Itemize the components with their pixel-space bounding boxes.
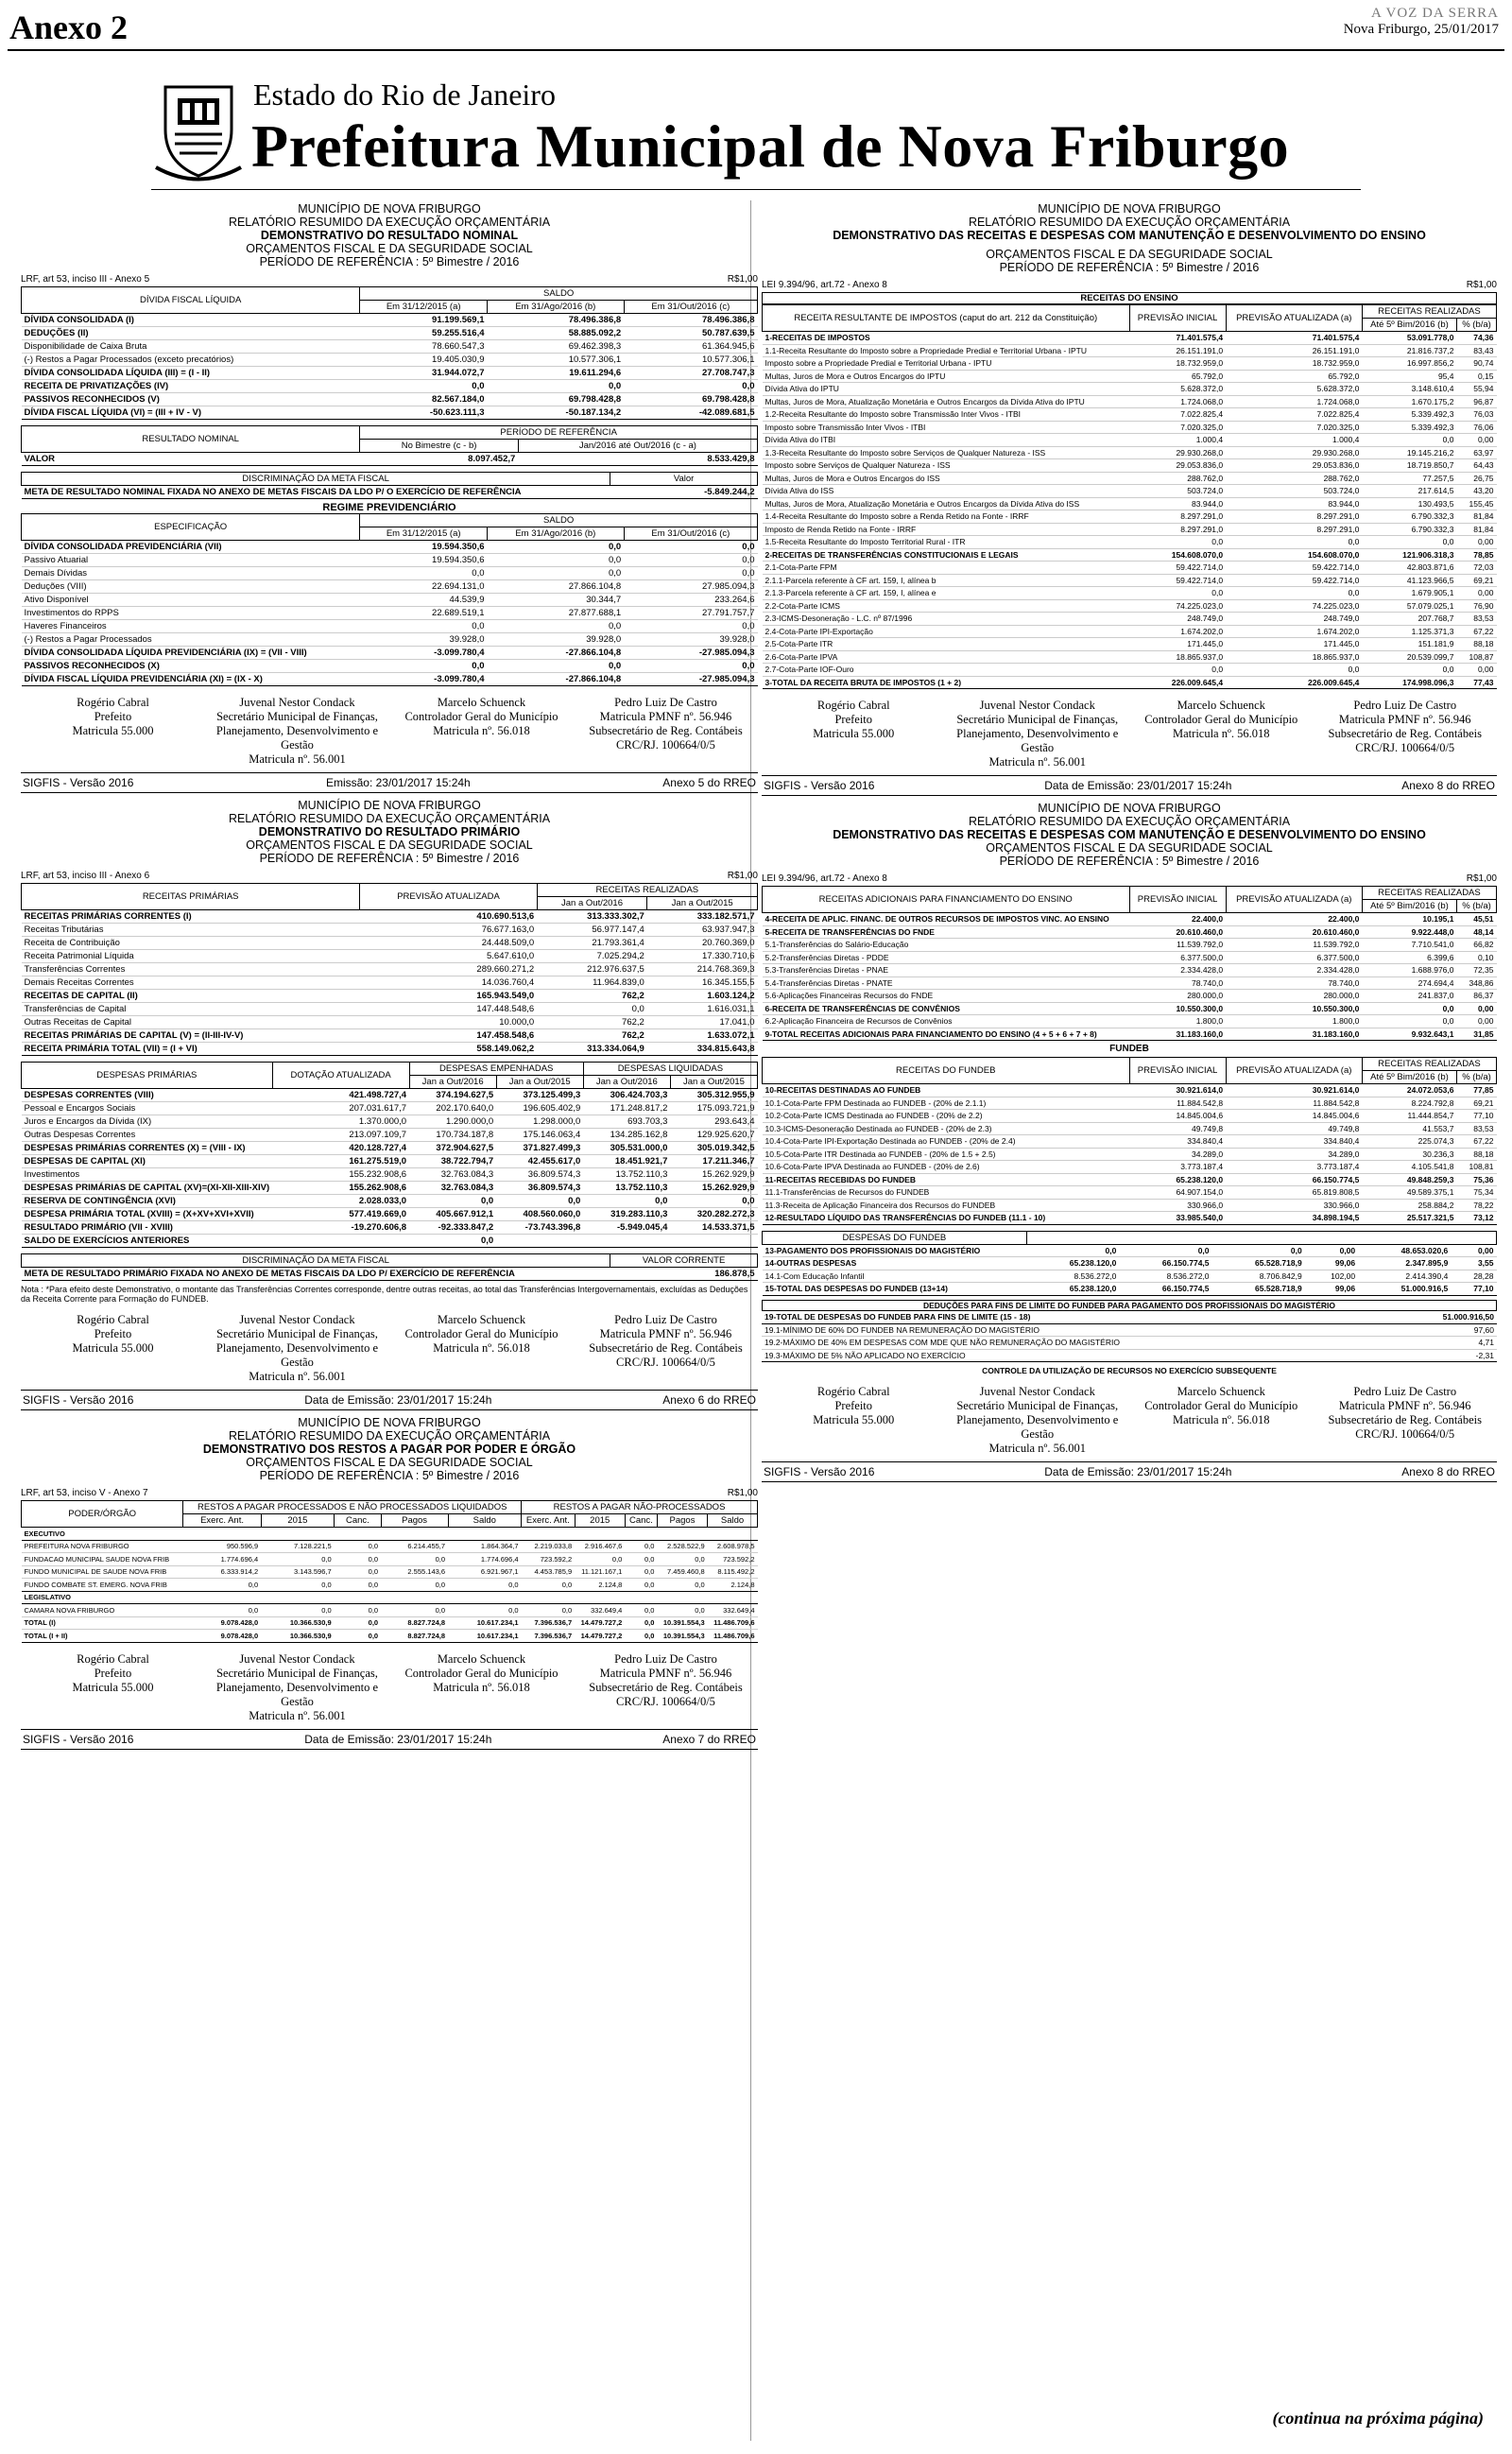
table-row: RESERVA DE CONTINGÊNCIA (XVI) 2.028.033,0 0,0 0,0 0,0 0,0 [22, 1195, 758, 1208]
report-heading: MUNICÍPIO DE NOVA FRIBURGO RELATÓRIO RESUMIDO DA EXECUÇÃO ORÇAMENTÁRIA DEMONSTRATIVO DO RESULTADO PRIMÁRIO ORÇAMENTOS FISCAL E DA SEGURIDADE SOCIAL PERÍODO DE REFERÊNCIA : 5º Bimestre / 2016 [21, 799, 758, 865]
left-column [21, 202, 758, 1755]
coat-of-arms-icon [151, 78, 246, 183]
table-row: Imposto sobre Serviços de Qualquer Natureza - ISS 29.053.836,0 29.053.836,0 18.719.850,7 64,43 [763, 459, 1497, 473]
table-row: Multas, Juros de Mora e Outros Encargos do ISS 288.762,0 288.762,0 77.257,5 26,75 [763, 472, 1497, 485]
table-row: 2.4-Cota-Parte IPI-Exportação 1.674.202,0 1.674.202,0 1.125.371,3 67,22 [763, 625, 1497, 638]
report-title: DEMONSTRATIVO DO RESULTADO PRIMÁRIO [258, 825, 521, 838]
report-title: DEMONSTRATIVO DOS RESTOS A PAGAR POR PODER E ÓRGÃO [202, 1443, 576, 1456]
table-row: 5.1-Transferências do Salário-Educação 11.539.792,0 11.539.792,0 7.710.541,0 66,82 [763, 939, 1497, 952]
table-row: 14.1-Com Educação Infantil 8.536.272,0 8.536.272,0 8.706.842,9 102,00 2.414.390,4 28,28 [763, 1270, 1497, 1283]
table-row: DÍVIDA FISCAL LÍQUIDA (VI) = (III + IV - V) -50.623.111,3 -50.187.134,2 -42.089.681,5 [22, 406, 758, 420]
report-meta [21, 274, 758, 285]
table-row: Dívida Ativa do IPTU 5.628.372,0 5.628.372,0 3.148.610,4 55,94 [763, 383, 1497, 396]
signature: Rogério Cabral Prefeito Matricula 55.000 [813, 699, 895, 740]
table-row: 10.4-Cota-Parte IPI-Exportação Destinada ao FUNDEB - (20% de 2.4) 334.840,4 334.840,4 225.074,3 67,22 [763, 1135, 1497, 1149]
section-row: EXECUTIVO [22, 1528, 758, 1541]
additional-revenue-table: RECEITAS ADICIONAIS PARA FINANCIAMENTO DO ENSINO PREVISÃO INICIAL PREVISÃO ATUALIZADA (a) RECEITAS REALIZADAS Até 5º Bim/2016 (b) % (b/a) 4-RECEITA DE APLIC. FINANC. DE OUTROS RECURSOS DE IMPOSTOS VINC. AO ENSINO 22.400,0 22.400,0 10.195,1 45,51 5-RECEITA DE TRANSFERÊNCIAS DO FNDE 20.610.460,0 20.610.460,0 9.922.448,0 48,14 5.1-Transferências do Salário-Educação 11.539.792,0 11.539.792,0 7.710.541,0 66,82 5.2-Transferências Diretas - PDDE 6.377.500,0 6.377.500,0 6.399,6 0,10 5.3-Transferências Diretas - PNAE 2.334.428,0 2.334.428,0 1.688.976,0 72,35 5.4-Transferências Diretas - PNATE 78.740,0 78.740,0 274.694,4 348,86 5.6-Aplicações Financeiras Recursos do FNDE 280.000,0 280.000,0 241.837,0 86,37 6-RECEITA DE TRANSFERÊNCIAS DE CONVÊNIOS 10.550.300,0 10.550.300,0 0,0 0,00 6.2-Aplicação Financeira de Recursos de Convênios 1.800,0 1.800,0 0,0 0,00 9-TOTAL RECEITAS ADICIONAIS PARA FINANCIAMENTO DO ENSINO (4 + 5 + 6 + 7 + 8) 31.183.160,0 31.183.160,0 9.932.643,1 31,85 [762, 886, 1497, 1041]
table-row: 5.4-Transferências Diretas - PNATE 78.740,0 78.740,0 274.694,4 348,86 [763, 976, 1497, 990]
table-row: 2.7-Cota-Parte IOF-Ouro 0,0 0,0 0,0 0,00 [763, 664, 1497, 677]
table-row: 4-RECEITA DE APLIC. FINANC. DE OUTROS RECURSOS DE IMPOSTOS VINC. AO ENSINO 22.400,0 22.400,0 10.195,1 45,51 [763, 913, 1497, 926]
table-row: 1.3-Receita Resultante do Imposto sobre Serviços de Qualquer Natureza - ISS 29.930.268,0 29.930.268,0 19.145.216,2 63,97 [763, 446, 1497, 459]
primary-expense-table: DESPESAS PRIMÁRIAS DOTAÇÃO ATUALIZADA DESPESAS EMPENHADAS DESPESAS LIQUIDADAS Jan a Out/2016 Jan a Out/2015 Jan a Out/2016 Jan a Out/2015 DESPESAS CORRENTES (VIII) 421.498.727,4 374.194.627,5 373.125.499,3 306.424.703,3 305.312.955,9 Pessoal e Encargos Sociais 207.031.617,7 202.170.640,0 196.605.402,9 171.248.817,2 175.093.721,9 Juros e Encargos da Dívida (IX) 1.370.000,0 1.290.000,0 1.298.000,0 693.703,3 293.643,4 Outras Despesas Correntes 213.097.109,7 170.734.187,8 175.146.063,4 134.285.162,8 129.925.620,7 DESPESAS PRIMÁRIAS CORRENTES (X) = (VIII - IX) 420.128.727,4 372.904.627,5 371.827.499,3 305.531.000,0 305.019.342,5 DESPESAS DE CAPITAL (XI) 161.275.519,0 38.722.794,7 42.455.617,0 18.451.921,7 17.211.346,7 Investimentos 155.232.908,6 32.763.084,3 36.809.574,3 13.752.110,3 15.262.929,9 DESPESAS PRIMÁRIAS DE CAPITAL (XV)=(XI-XII-XIII-XIV) 155.262.908,6 32.763.084,3 36.809.574,3 13.752.110,3 15.262.929,9 RESERVA DE CONTINGÊNCIA (XVI) 2.028.033,0 0,0 0,0 0,0 0,0 DESPESA PRIMÁRIA TOTAL (XVIII) = (X+XV+XVI+XVII) 577.419.669,0 405.667.912,1 408.560.060,0 319.283.110,3 320.282.272,3 RESULTADO PRIMÁRIO (VII - XVIII) -19.270.606,8 -92.333.847,2 -73.743.396,8 -5.949.045,4 14.533.371,5 SALDO DE EXERCÍCIOS ANTERIORES 0,0 [21, 1062, 758, 1248]
signature-block [21, 1652, 758, 1723]
table-row: META DE RESULTADO PRIMÁRIO FIXADA NO ANEXO DE METAS FISCAIS DA LDO P/ EXERCÍCIO DE REFERÊNCIA 186.878,5 [22, 1268, 758, 1281]
report-anexo-8-receitas [762, 202, 1497, 796]
report-title: DEMONSTRATIVO DAS RECEITAS E DESPESAS COM MANUTENÇÃO E DESENVOLVIMENTO DO ENSINO [833, 828, 1426, 841]
col-header: Canc. [335, 1514, 381, 1528]
nominal-result-table [21, 425, 758, 466]
table-row: FUNDO MUNICIPAL DE SAUDE NOVA FRIB 6.333.914,2 3.143.596,7 0,0 2.555.143,6 6.921.967,1 4.453.785,9 11.121.167,1 0,0 7.459.460,8 8.115.492,2 [22, 1565, 758, 1579]
signature: Juvenal Nestor Condack Secretário Municipal de Finanças, Planejamento, Desenvolvimento e Gestão Matricula nº. 56.001 [215, 696, 379, 766]
col-header: PREVISÃO ATUALIZADA [360, 884, 537, 910]
table-row: Multas, Juros de Mora, Atualização Monetária e Outros Encargos da Dívida Ativa do ISS 83.944,0 83.944,0 130.493,5 155,45 [763, 497, 1497, 510]
table-row: 2.1-Cota-Parte FPM 59.422.714,0 59.422.714,0 42.803.871,6 72,03 [763, 562, 1497, 575]
table-row: 2.6-Cota-Parte IPVA 18.865.937,0 18.865.937,0 20.539.099,7 108,87 [763, 650, 1497, 664]
table-row: 2.1.1-Parcela referente à CF art. 159, I, alínea b 59.422.714,0 59.422.714,0 41.123.966,5 69,21 [763, 574, 1497, 587]
masthead [1344, 6, 1499, 38]
signature: Pedro Luiz De Castro Matricula PMNF nº. 56.946 Subsecretário de Reg. Contábeis CRC/RJ. 100664/0/5 [589, 1651, 743, 1708]
budget-scope: ORÇAMENTOS FISCAL E DA SEGURIDADE SOCIAL [246, 242, 533, 255]
col-header: Em 31/12/2015 (a) [360, 527, 488, 541]
fundeb-limit-table [762, 1311, 1497, 1363]
signature: Rogério Cabral Prefeito Matricula 55.000 [72, 1313, 154, 1355]
col-header: PERÍODO DE REFERÊNCIA [360, 426, 758, 440]
report-footer: SIGFIS - Versão 2016 Emissão: 23/01/2017 15:24h Anexo 5 do RREO [21, 772, 758, 793]
col-header: DISCRIMINAÇÃO DA META FISCAL [22, 473, 610, 486]
col-header: 2015 [575, 1514, 625, 1528]
signature: Rogério Cabral Prefeito Matricula 55.000 [813, 1385, 895, 1426]
table-row: 2.3-ICMS-Desoneração - L.C. nº 87/1996 248.749,0 248.749,0 207.768,7 83,53 [763, 613, 1497, 626]
table-row: 10.5-Cota-Parte ITR Destinada ao FUNDEB - (20% de 1.5 + 2.5) 34.289,0 34.289,0 30.236,3 88,18 [763, 1148, 1497, 1161]
table-row: RECEITA PRIMÁRIA TOTAL (VII) = (I + VI) 558.149.062,2 313.334.064,9 334.815.643,8 [22, 1043, 758, 1056]
table-row: Multas, Juros de Mora e Outros Encargos do IPTU 65.792,0 65.792,0 95,4 0,15 [763, 370, 1497, 383]
col-header: RESTOS A PAGAR PROCESSADOS E NÃO PROCESSADOS LIQUIDADOS [183, 1501, 522, 1514]
table-row: Juros e Encargos da Dívida (IX) 1.370.000,0 1.290.000,0 1.298.000,0 693.703,3 293.643,4 [22, 1115, 758, 1129]
table-row: DEDUÇÕES (II) 59.255.516,4 58.885.092,2 50.787.639,5 [22, 327, 758, 340]
col-header: Jan a Out/2016 [537, 897, 647, 910]
col-header: DÍVIDA FISCAL LÍQUIDA [22, 287, 360, 314]
table-row: RECEITAS PRIMÁRIAS DE CAPITAL (V) = (II-III-IV-V) 147.458.548,6 762,2 1.633.072,1 [22, 1029, 758, 1043]
signature: Juvenal Nestor Condack Secretário Municipal de Finanças, Planejamento, Desenvolvimento e Gestão Matricula nº. 56.001 [215, 1651, 379, 1722]
table-row: Demais Receitas Correntes 14.036.760,4 11.964.839,0 16.345.155,5 [22, 976, 758, 990]
signature-block [21, 1313, 758, 1384]
table-row: DESPESA PRIMÁRIA TOTAL (XVIII) = (X+XV+XVI+XVII) 577.419.669,0 405.667.912,1 408.560.060,0 319.283.110,3 320.282.272,3 [22, 1208, 758, 1221]
table-row: PREFEITURA NOVA FRIBURGO 950.596,9 7.128.221,5 0,0 6.214.455,7 1.864.364,7 2.219.033,8 2.916.467,6 0,0 2.528.522,9 2.608.978,5 [22, 1540, 758, 1553]
legal-basis: LRF, art 53, inciso III - Anexo 5 [21, 274, 150, 285]
col-header: Jan/2016 até Out/2016 (c - a) [518, 440, 757, 453]
table-row: 14-OUTRAS DESPESAS 65.238.120,0 66.150.774,5 65.528.718,9 99,06 2.347.895,9 3,55 [763, 1257, 1497, 1270]
table-row: 2-RECEITAS DE TRANSFERÊNCIAS CONSTITUCIONAIS E LEGAIS 154.608.070,0 154.608.070,0 121.906.318,3 78,85 [763, 548, 1497, 562]
col-header: No Bimestre (c - b) [360, 440, 518, 453]
report-anexo-6 [21, 799, 758, 1410]
col-header: Saldo [448, 1514, 521, 1528]
col-header: Em 31/Out/2016 (c) [624, 301, 757, 314]
col-header: DOTAÇÃO ATUALIZADA [272, 1063, 409, 1089]
report-footer: SIGFIS - Versão 2016 Data de Emissão: 23/01/2017 15:24h Anexo 6 do RREO [21, 1390, 758, 1410]
table-row: 10.6-Cota-Parte IPVA Destinada ao FUNDEB - (20% de 2.6) 3.773.187,4 3.773.187,4 4.105.541,8 108,81 [763, 1161, 1497, 1174]
table-row: Multas, Juros de Mora, Atualização Monetária e Outros Encargos da Dívida Ativa do IPTU 1.724.068,0 1.724.068,0 1.670.175,2 96,87 [763, 395, 1497, 408]
table-row: SALDO DE EXERCÍCIOS ANTERIORES 0,0 [22, 1235, 758, 1248]
col-header: Saldo [708, 1514, 758, 1528]
col-header: DESPESAS PRIMÁRIAS [22, 1063, 273, 1089]
continued-note: (continua na próxima página) [1272, 2409, 1484, 2428]
table-row: DÍVIDA CONSOLIDADA LÍQUIDA PREVIDENCIÁRIA (IX) = (VII - VIII) -3.099.780,4 -27.866.104,8 -27.985.094,3 [22, 647, 758, 660]
table-row: TOTAL (I + II) 9.078.428,0 10.366.530,9 0,0 8.827.724,8 10.617.234,1 7.396.536,7 14.479.727,2 0,0 10.391.554,3 11.486.709,6 [22, 1630, 758, 1643]
table-row: Imposto sobre Transmissão Inter Vivos - ITBI 7.020.325,0 7.020.325,0 5.339.492,3 76,06 [763, 421, 1497, 434]
table-row: RECEITAS DE CAPITAL (II) 165.943.549,0 762,2 1.603.124,2 [22, 990, 758, 1003]
table-row: 5.6-Aplicações Financeiras Recursos do FNDE 280.000,0 280.000,0 241.837,0 86,37 [763, 990, 1497, 1003]
signature: Pedro Luiz De Castro Matricula PMNF nº. 56.946 Subsecretário de Reg. Contábeis CRC/RJ. 100664/0/5 [589, 696, 743, 752]
table-row: Ativo Disponível 44.539,9 30.344,7 233.264,6 [22, 594, 758, 607]
col-header: RECEITAS ADICIONAIS PARA FINANCIAMENTO DO ENSINO [763, 887, 1130, 913]
report-anexo-7 [21, 1416, 758, 1750]
table-row: Imposto de Renda Retido na Fonte - IRRF 8.297.291,0 8.297.291,0 6.790.332,3 81,84 [763, 523, 1497, 536]
table-row: 1.5-Receita Resultante do Imposto Territorial Rural - ITR 0,0 0,0 0,0 0,00 [763, 536, 1497, 549]
table-row: DESPESAS CORRENTES (VIII) 421.498.727,4 374.194.627,5 373.125.499,3 306.424.703,3 305.312.955,9 [22, 1089, 758, 1102]
signature: Rogério Cabral Prefeito Matricula 55.000 [72, 1651, 154, 1694]
section-title: DEDUÇÕES PARA FINS DE LIMITE DO FUNDEB PARA PAGAMENTO DOS PROFISSIONAIS DO MAGISTÉRIO [762, 1300, 1497, 1311]
table-row: 5-RECEITA DE TRANSFERÊNCIAS DO FNDE 20.610.460,0 20.610.460,0 9.922.448,0 48,14 [763, 925, 1497, 939]
signature: Pedro Luiz De Castro Matricula PMNF nº. 56.946 Subsecretário de Reg. Contábeis CRC/RJ. 100664/0/5 [1328, 1385, 1482, 1441]
report-meta: LRF, art 53, inciso V - Anexo 7 R$1,00 [21, 1488, 758, 1498]
table-row: 6.2-Aplicação Financeira de Recursos de Convênios 1.800,0 1.800,0 0,0 0,00 [763, 1015, 1497, 1028]
section-title: REGIME PREVIDENCIÁRIO [322, 502, 456, 513]
table-row: Haveres Financeiros 0,0 0,0 0,0 [22, 620, 758, 633]
col-header: SALDO [360, 514, 758, 527]
table-row: DÍVIDA CONSOLIDADA (I) 91.199.569,1 78.496.386,8 78.496.386,8 [22, 314, 758, 327]
report-meta: LEI 9.394/96, art.72 - Anexo 8 R$1,00 [762, 873, 1497, 884]
report-title: DEMONSTRATIVO DAS RECEITAS E DESPESAS COM MANUTENÇÃO E DESENVOLVIMENTO DO ENSINO [833, 229, 1426, 242]
col-header: Pagos [657, 1514, 707, 1528]
table-row: (-) Restos a Pagar Processados (exceto precatórios) 19.405.030,9 10.577.306,1 10.577.306,1 [22, 354, 758, 367]
table-row: 9-TOTAL RECEITAS ADICIONAIS PARA FINANCIAMENTO DO ENSINO (4 + 5 + 6 + 7 + 8) 31.183.160,0 31.183.160,0 9.932.643,1 31,85 [763, 1028, 1497, 1041]
report-meta: LEI 9.394/96, art.72 - Anexo 8 R$1,00 [762, 280, 1497, 290]
debt-table [21, 286, 758, 420]
state-name: Estado do Rio de Janeiro [253, 78, 556, 112]
fundeb-revenue-table: RECEITAS DO FUNDEB PREVISÃO INICIAL PREVISÃO ATUALIZADA (a) RECEITAS REALIZADAS Até 5º Bim/2016 (b) % (b/a) 10-RECEITAS DESTINADAS AO FUNDEB 30.921.614,0 30.921.614,0 24.072.053,6 77,85 10.1-Cota-Parte FPM Destinada ao FUNDEB - (20% de 2.1.1) 11.884.542,8 11.884.542,8 8.224.792,8 69,21 10.2-Cota-Parte ICMS Destinada ao FUNDEB - (20% de 2.2) 14.845.004,6 14.845.004,6 11.444.854,7 77,10 10.3-ICMS-Desoneração Destinada ao FUNDEB - (20% de 2.3) 49.749,8 49.749,8 41.553,7 83,53 10.4-Cota-Parte IPI-Exportação Destinada ao FUNDEB - (20% de 2.4) 334.840,4 334.840,4 225.074,3 67,22 10.5-Cota-Parte ITR Destinada ao FUNDEB - (20% de 1.5 + 2.5) 34.289,0 34.289,0 30.236,3 88,18 10.6-Cota-Parte IPVA Destinada ao FUNDEB - (20% de 2.6) 3.773.187,4 3.773.187,4 4.105.541,8 108,81 11-RECEITAS RECEBIDAS DO FUNDEB 65.238.120,0 66.150.774,5 49.848.259,3 75,36 11.1-Transferências de Recursos do FUNDEB 64.907.154,0 65.819.808,5 49.589.375,1 75,34 11.3-Receita de Aplicação Financeira dos Recursos do FUNDEB 330.966,0 330.966,0 258.884,2 78,22 12-RESULTADO LÍQUIDO DAS TRANSFERÊNCIAS DO FUNDEB (11.1 - 10) 33.985.540,0 34.898.194,5 25.517.321,5 73,12 [762, 1057, 1497, 1225]
signature-block [21, 696, 758, 767]
table-row: 6-RECEITA DE TRANSFERÊNCIAS DE CONVÊNIOS 10.550.300,0 10.550.300,0 0,0 0,00 [763, 1002, 1497, 1015]
table-row: DÍVIDA CONSOLIDADA PREVIDENCIÁRIA (VII) 19.594.350,6 0,0 0,0 [22, 541, 758, 554]
table-row: Transferências Correntes 289.660.271,2 212.976.637,5 214.768.369,3 [22, 963, 758, 976]
col-header: Valor [610, 473, 758, 486]
table-row: 11-RECEITAS RECEBIDAS DO FUNDEB 65.238.120,0 66.150.774,5 49.848.259,3 75,36 [763, 1173, 1497, 1186]
table-row: 19.1-MÍNIMO DE 60% DO FUNDEB NA REMUNERAÇÃO DO MAGISTÉRIO 97,60 [762, 1323, 1497, 1337]
signature: Marcelo Schuenck Controlador Geral do Município Matricula nº. 56.018 [1144, 1385, 1298, 1426]
footnote: Nota : *Para efeito deste Demonstrativo, o montante das Transferências Correntes corresponde, dentre outras receitas, ao total das Transferências Intergovernamentais, excluídas as Deduções da Receita Corrente para Formação do FUNDEB. [21, 1285, 748, 1304]
table-row: Receita de Contribuição 24.448.509,0 21.793.361,4 20.760.369,0 [22, 937, 758, 950]
table-row: Receitas Tributárias 76.677.163,0 56.977.147,4 63.937.947,3 [22, 924, 758, 937]
top-rule [8, 49, 1504, 51]
report-heading [21, 202, 758, 268]
education-revenue-table: RECEITA RESULTANTE DE IMPOSTOS (caput do art. 212 da Constituição) PREVISÃO INICIAL PREVISÃO ATUALIZADA (a) RECEITAS REALIZADAS Até 5º Bim/2016 (b) % (b/a) 1-RECEITAS DE IMPOSTOS 71.401.575,4 71.401.575,4 53.091.778,0 74,36 1.1-Receita Resultante do Imposto sobre a Propriedade Predial e Territorial Urbana - IPTU 26.151.191,0 26.151.191,0 21.816.737,2 83,43 Imposto sobre a Propriedade Predial e Territorial Urbana - IPTU 18.732.959,0 18.732.959,0 16.997.856,2 90,74 Multas, Juros de Mora e Outros Encargos do IPTU 65.792,0 65.792,0 95,4 0,15 Dívida Ativa do IPTU 5.628.372,0 5.628.372,0 3.148.610,4 55,94 Multas, Juros de Mora, Atualização Monetária e Outros Encargos da Dívida Ativa do IPTU 1.724.068,0 1.724.068,0 1.670.175,2 96,87 1.2-Receita Resultante do Imposto sobre Transmissão Inter Vivos - ITBI 7.022.825,4 7.022.825,4 5.339.492,3 76,03 Imposto sobre Transmissão Inter Vivos - ITBI 7.020.325,0 7.020.325,0 5.339.492,3 76,06 Dívida Ativa do ITBI 1.000,4 1.000,4 0,0 0,00 1.3-Receita Resultante do Imposto sobre Serviços de Qualquer Natureza - ISS 29.930.268,0 29.930.268,0 19.145.216,2 63,97 Imposto sobre Serviços de Qualquer Natureza - ISS 29.053.836,0 29.053.836,0 18.719.850,7 64,43 Multas, Juros de Mora e Outros Encargos do ISS 288.762,0 288.762,0 77.257,5 26,75 Dívida Ativa do ISS 503.724,0 503.724,0 217.614,5 43,20 Multas, Juros de Mora, Atualização Monetária e Outros Encargos da Dívida Ativa do ISS 83.944,0 83.944,0 130.493,5 155,45 1.4-Receita Resultante do Imposto sobre a Renda Retido na Fonte - IRRF 8.297.291,0 8.297.291,0 6.790.332,3 81,84 Imposto de Renda Retido na Fonte - IRRF 8.297.291,0 8.297.291,0 6.790.332,3 81,84 1.5-Receita Resultante do Imposto Territorial Rural - ITR 0,0 0,0 0,0 0,00 2-RECEITAS DE TRANSFERÊNCIAS CONSTITUCIONAIS E LEGAIS 154.608.070,0 154.608.070,0 121.906.318,3 78,85 2.1-Cota-Parte FPM 59.422.714,0 59.422.714,0 42.803.871,6 72,03 2.1.1-Parcela referente à CF art. 159, I, alínea b 59.422.714,0 59.422.714,0 41.123.966,5 69,21 2.1.3-Parcela referente à CF art. 159, I, alínea e 0,0 0,0 1.679.905,1 0,00 2.2-Cota-Parte ICMS 74.225.023,0 74.225.023,0 57.079.025,1 76,90 2.3-ICMS-Desoneração - L.C. nº 87/1996 248.749,0 248.749,0 207.768,7 83,53 2.4-Cota-Parte IPI-Exportação 1.674.202,0 1.674.202,0 1.125.371,3 67,22 2.5-Cota-Parte ITR 171.445,0 171.445,0 151.181,9 88,18 2.6-Cota-Parte IPVA 18.865.937,0 18.865.937,0 20.539.099,7 108,87 2.7-Cota-Parte IOF-Ouro 0,0 0,0 0,0 0,00 3-TOTAL DA RECEITA BRUTA DE IMPOSTOS (1 + 2) 226.009.645,4 226.009.645,4 174.998.096,3 77,43 [762, 304, 1497, 689]
col-header: 2015 [261, 1514, 334, 1528]
col-header: RECEITAS PRIMÁRIAS [22, 884, 360, 910]
signature: Juvenal Nestor Condack Secretário Municipal de Finanças, Planejamento, Desenvolvimento e Gestão Matricula nº. 56.001 [956, 1385, 1119, 1455]
table-row: 12-RESULTADO LÍQUIDO DAS TRANSFERÊNCIAS DO FUNDEB (11.1 - 10) 33.985.540,0 34.898.194,5 25.517.321,5 73,12 [763, 1212, 1497, 1225]
table-row: PASSIVOS RECONHECIDOS (V) 82.567.184,0 69.798.428,8 69.798.428,8 [22, 393, 758, 406]
col-header: Em 31/Ago/2016 (b) [488, 301, 625, 314]
table-row: Disponibilidade de Caixa Bruta 78.660.547,3 69.462.398,3 61.364.945,6 [22, 340, 758, 354]
annex-label: Anexo 2 [9, 9, 128, 46]
signature: Marcelo Schuenck Controlador Geral do Município Matricula nº. 56.018 [1144, 699, 1298, 740]
table-row: VALOR 8.097.452,7 8.533.429,8 [22, 453, 758, 466]
col-header: Exerc. Ant. [522, 1514, 576, 1528]
col-header: DESPESAS EMPENHADAS [409, 1063, 583, 1076]
signature: Marcelo Schuenck Controlador Geral do Município Matricula nº. 56.018 [404, 1313, 558, 1355]
report-footer: SIGFIS - Versão 2016 Data de Emissão: 23/01/2017 15:24h Anexo 8 do RREO [762, 1461, 1497, 1482]
table-row: Imposto sobre a Propriedade Predial e Territorial Urbana - IPTU 18.732.959,0 18.732.959,0 16.997.856,2 90,74 [763, 357, 1497, 371]
report-anexo-5 [21, 202, 758, 793]
reference-period: PERÍODO DE REFERÊNCIA : 5º Bimestre / 2016 [259, 255, 520, 268]
table-row: 11.3-Receita de Aplicação Financeira dos Recursos do FUNDEB 330.966,0 330.966,0 258.884,2 78,22 [763, 1199, 1497, 1212]
table-row: 5.3-Transferências Diretas - PNAE 2.334.428,0 2.334.428,0 1.688.976,0 72,35 [763, 964, 1497, 977]
table-row: Passivo Atuarial 19.594.350,6 0,0 0,0 [22, 554, 758, 567]
header-rule [151, 189, 1361, 190]
col-header: RECEITAS REALIZADAS [1362, 305, 1496, 319]
table-row: PASSIVOS RECONHECIDOS (X) 0,0 0,0 0,0 [22, 660, 758, 673]
table-row: DESPESAS PRIMÁRIAS DE CAPITAL (XV)=(XI-XII-XIII-XIV) 155.262.908,6 32.763.084,3 36.809.574,3 13.752.110,3 15.262.929,9 [22, 1182, 758, 1195]
table-row: TOTAL (I) 9.078.428,0 10.366.530,9 0,0 8.827.724,8 10.617.234,1 7.396.536,7 14.479.727,2 0,0 10.391.554,3 11.486.709,6 [22, 1616, 758, 1630]
section-title: RECEITAS DO ENSINO [762, 292, 1497, 304]
col-header: PREVISÃO INICIAL [1129, 305, 1226, 332]
table-row: Pessoal e Encargos Sociais 207.031.617,7 202.170.640,0 196.605.402,9 171.248.817,2 175.093.721,9 [22, 1102, 758, 1115]
table-row: 19-TOTAL DE DESPESAS DO FUNDEB PARA FINS DE LIMITE (15 - 18) 51.000.916,50 [762, 1311, 1497, 1324]
right-column [762, 202, 1497, 1488]
report-meta: LRF, art 53, inciso III - Anexo 6 R$1,00 [21, 871, 758, 881]
table-row: 1-RECEITAS DE IMPOSTOS 71.401.575,4 71.401.575,4 53.091.778,0 74,36 [763, 332, 1497, 345]
col-header: ESPECIFICAÇÃO [22, 514, 360, 541]
col-header: DESPESAS LIQUIDADAS [583, 1063, 757, 1076]
unpaid-commitments-table [21, 1500, 758, 1643]
col-header: RECEITAS DO FUNDEB [763, 1058, 1130, 1084]
col-header: Pagos [381, 1514, 448, 1528]
table-row: CAMARA NOVA FRIBURGO 0,0 0,0 0,0 0,0 0,0 0,0 332.649,4 0,0 0,0 332.649,4 [22, 1604, 758, 1617]
signature: Marcelo Schuenck Controlador Geral do Município Matricula nº. 56.018 [404, 1651, 558, 1694]
primary-goal-table: DISCRIMINAÇÃO DA META FISCAL VALOR CORRENTE META DE RESULTADO PRIMÁRIO FIXADA NO ANEXO DE METAS FISCAIS DA LDO P/ EXERCÍCIO DE REFERÊNCIA 186.878,5 [21, 1253, 758, 1281]
table-row: (-) Restos a Pagar Processados 39.928,0 39.928,0 39.928,0 [22, 633, 758, 647]
nominal-goal-table [21, 472, 758, 499]
report-anexo-8-fundeb [762, 802, 1497, 1482]
table-row: Transferências de Capital 147.448.548,6 0,0 1.616.031,1 [22, 1003, 758, 1016]
signature: Pedro Luiz De Castro Matricula PMNF nº. 56.946 Subsecretário de Reg. Contábeis CRC/RJ. 100664/0/5 [589, 1313, 743, 1369]
table-row: 15-TOTAL DAS DESPESAS DO FUNDEB (13+14) 65.238.120,0 66.150.774,5 65.528.718,9 99,06 51.000.916,5 77,10 [763, 1283, 1497, 1296]
report-title: DEMONSTRATIVO DO RESULTADO NOMINAL [260, 229, 519, 242]
table-row: 19.3-MÁXIMO DE 5% NÃO APLICADO NO EXERCÍCIO -2,31 [762, 1349, 1497, 1362]
signature-block [762, 1385, 1497, 1456]
municipality: MUNICÍPIO DE NOVA FRIBURGO [298, 202, 481, 216]
table-row: DESPESAS PRIMÁRIAS CORRENTES (X) = (VIII - IX) 420.128.727,4 372.904.627,5 371.827.499,3 305.531.000,0 305.019.342,5 [22, 1142, 758, 1155]
table-row: RECEITA DE PRIVATIZAÇÕES (IV) 0,0 0,0 0,0 [22, 380, 758, 393]
signature: Juvenal Nestor Condack Secretário Municipal de Finanças, Planejamento, Desenvolvimento e Gestão Matricula nº. 56.001 [956, 699, 1119, 769]
table-row: 1.2-Receita Resultante do Imposto sobre Transmissão Inter Vivos - ITBI 7.022.825,4 7.022.825,4 5.339.492,3 76,03 [763, 408, 1497, 422]
table-row: DESPESAS DE CAPITAL (XI) 161.275.519,0 38.722.794,7 42.455.617,0 18.451.921,7 17.211.346,7 [22, 1155, 758, 1168]
col-header: Exerc. Ant. [183, 1514, 261, 1528]
col-header: Jan a Out/2015 [647, 897, 758, 910]
table-row: Dívida Ativa do ITBI 1.000,4 1.000,4 0,0 0,00 [763, 434, 1497, 447]
table-row: 2.1.3-Parcela referente à CF art. 159, I, alínea e 0,0 0,0 1.679.905,1 0,00 [763, 587, 1497, 600]
table-row: 10.1-Cota-Parte FPM Destinada ao FUNDEB - (20% de 2.1.1) 11.884.542,8 11.884.542,8 8.224.792,8 69,21 [763, 1097, 1497, 1110]
table-row: Outras Despesas Correntes 213.097.109,7 170.734.187,8 175.146.063,4 134.285.162,8 129.925.620,7 [22, 1129, 758, 1142]
pension-table [21, 513, 758, 686]
table-row: 10.2-Cota-Parte ICMS Destinada ao FUNDEB - (20% de 2.2) 14.845.004,6 14.845.004,6 11.444.854,7 77,10 [763, 1110, 1497, 1123]
col-header: RESTOS A PAGAR NÃO-PROCESSADOS [522, 1501, 758, 1514]
table-row: 2.5-Cota-Parte ITR 171.445,0 171.445,0 151.181,9 88,18 [763, 638, 1497, 651]
table-row: 1.1-Receita Resultante do Imposto sobre a Propriedade Predial e Territorial Urbana - IPTU 26.151.191,0 26.151.191,0 21.816.737,2 83,43 [763, 344, 1497, 357]
table-row: 11.1-Transferências de Recursos do FUNDEB 64.907.154,0 65.819.808,5 49.589.375,1 75,34 [763, 1186, 1497, 1200]
table-row: 19.2-MÁXIMO DE 40% EM DESPESAS COM MDE QUE NÃO REMUNERAÇÃO DO MAGISTÉRIO 4,71 [762, 1337, 1497, 1350]
table-row: Dívida Ativa do ISS 503.724,0 503.724,0 217.614,5 43,20 [763, 485, 1497, 498]
table-row: Outras Receitas de Capital 10.000,0 762,2 17.041,0 [22, 1016, 758, 1029]
table-row: Demais Dívidas 0,0 0,0 0,0 [22, 567, 758, 580]
table-row: FUNDACAO MUNICIPAL SAUDE NOVA FRIB 1.774.696,4 0,0 0,0 0,0 1.774.696,4 723.592,2 0,0 0,0 0,0 723.592,2 [22, 1553, 758, 1566]
table-row: DÍVIDA CONSOLIDADA LÍQUIDA (III) = (I - II) 31.944.072,7 19.611.294,6 27.708.747,3 [22, 367, 758, 380]
table-row: Deduções (VIII) 22.694.131,0 27.866.104,8 27.985.094,3 [22, 580, 758, 594]
col-header: DESPESAS DO FUNDEB [763, 1231, 1027, 1244]
report-heading: MUNICÍPIO DE NOVA FRIBURGO RELATÓRIO RESUMIDO DA EXECUÇÃO ORÇAMENTÁRIA DEMONSTRATIVO DAS RECEITAS E DESPESAS COM MANUTENÇÃO E DESENVOLVIMENTO DO ENSINO ORÇAMENTOS FISCAL E DA SEGURIDADE SOCIAL PERÍODO DE REFERÊNCIA : 5º Bimestre / 2016 [762, 202, 1497, 274]
table-row: RESULTADO PRIMÁRIO (VII - XVIII) -19.270.606,8 -92.333.847,2 -73.743.396,8 -5.949.045,4 14.533.371,5 [22, 1221, 758, 1235]
table-row: Receita Patrimonial Líquida 5.647.610,0 7.025.294,2 17.330.710,6 [22, 950, 758, 963]
table-row: 1.4-Receita Resultante do Imposto sobre a Renda Retido na Fonte - IRRF 8.297.291,0 8.297.291,0 6.790.332,3 81,84 [763, 510, 1497, 524]
table-row: 13-PAGAMENTO DOS PROFISSIONAIS DO MAGISTÉRIO 0,0 0,0 0,0 0,00 48.653.020,6 0,00 [763, 1244, 1497, 1257]
signature: Juvenal Nestor Condack Secretário Municipal de Finanças, Planejamento, Desenvolvimento e Gestão Matricula nº. 56.001 [215, 1313, 379, 1383]
col-header: Em 31/Out/2016 (c) [624, 527, 757, 541]
signature: Rogério Cabral Prefeito Matricula 55.000 [72, 696, 154, 737]
col-header: RECEITAS REALIZADAS [537, 884, 757, 897]
col-header: SALDO [360, 287, 758, 301]
table-row: FUNDO COMBATE ST. EMERG. NOVA FRIB 0,0 0,0 0,0 0,0 0,0 0,0 2.124,8 0,0 0,0 2.124,8 [22, 1579, 758, 1592]
table-row: 5.2-Transferências Diretas - PDDE 6.377.500,0 6.377.500,0 6.399,6 0,10 [763, 951, 1497, 964]
signature-block [762, 699, 1497, 769]
newspaper-name: A VOZ DA SERRA [1371, 6, 1499, 21]
table-row: Investimentos 155.232.908,6 32.763.084,3 36.809.574,3 13.752.110,3 15.262.929,9 [22, 1168, 758, 1182]
issue-date: Nova Friburgo, 25/01/2017 [1343, 22, 1499, 37]
report-heading: MUNICÍPIO DE NOVA FRIBURGO RELATÓRIO RESUMIDO DA EXECUÇÃO ORÇAMENTÁRIA DEMONSTRATIVO DAS RECEITAS E DESPESAS COM MANUTENÇÃO E DESENVOLVIMENTO DO ENSINO ORÇAMENTOS FISCAL E DA SEGURIDADE SOCIAL PERÍODO DE REFERÊNCIA : 5º Bimestre / 2016 [762, 802, 1497, 868]
report-heading: MUNICÍPIO DE NOVA FRIBURGO RELATÓRIO RESUMIDO DA EXECUÇÃO ORÇAMENTÁRIA DEMONSTRATIVO DOS RESTOS A PAGAR POR PODER E ÓRGÃO ORÇAMENTOS FISCAL E DA SEGURIDADE SOCIAL PERÍODO DE REFERÊNCIA : 5º Bimestre / 2016 [21, 1416, 758, 1482]
table-row: Investimentos do RPPS 22.689.519,1 27.877.688,1 27.791.757,7 [22, 607, 758, 620]
page-title: Prefeitura Municipal de Nova Friburgo [251, 112, 1290, 180]
report-footer: SIGFIS - Versão 2016 Data de Emissão: 23/01/2017 15:24h Anexo 8 do RREO [762, 775, 1497, 796]
col-header: Em 31/12/2015 (a) [360, 301, 488, 314]
fundeb-expense-table [762, 1231, 1497, 1296]
table-row: 3-TOTAL DA RECEITA BRUTA DE IMPOSTOS (1 + 2) 226.009.645,4 226.009.645,4 174.998.096,3 77,43 [763, 676, 1497, 689]
table-row: META DE RESULTADO NOMINAL FIXADA NO ANEXO DE METAS FISCAIS DA LDO P/ O EXERCÍCIO DE REFERÊNCIA -5.849.244,2 [22, 486, 758, 499]
col-header: RESULTADO NOMINAL [22, 426, 360, 453]
col-header: PREVISÃO ATUALIZADA (a) [1226, 305, 1362, 332]
report-name: RELATÓRIO RESUMIDO DA EXECUÇÃO ORÇAMENTÁRIA [228, 216, 551, 229]
table-row: RECEITAS PRIMÁRIAS CORRENTES (I) 410.690.513,6 313.333.302,7 333.182.571,7 [22, 910, 758, 924]
section-title: FUNDEB [1109, 1044, 1149, 1054]
col-header: PODER/ÓRGÃO [22, 1501, 183, 1528]
unit: R$1,00 [727, 274, 758, 285]
table-row: 10.3-ICMS-Desoneração Destinada ao FUNDEB - (20% de 2.3) 49.749,8 49.749,8 41.553,7 83,53 [763, 1122, 1497, 1135]
section-title: CONTROLE DA UTILIZAÇÃO DE RECURSOS NO EXERCÍCIO SUBSEQUENTE [982, 1366, 1277, 1375]
signature: Marcelo Schuenck Controlador Geral do Município Matricula nº. 56.018 [404, 696, 558, 737]
table-row: DÍVIDA FISCAL LÍQUIDA PREVIDENCIÁRIA (XI) = (IX - X) -3.099.780,4 -27.866.104,8 -27.985.094,3 [22, 673, 758, 686]
col-header: Em 31/Ago/2016 (b) [488, 527, 625, 541]
table-row: 2.2-Cota-Parte ICMS 74.225.023,0 74.225.023,0 57.079.025,1 76,90 [763, 599, 1497, 613]
signature: Pedro Luiz De Castro Matricula PMNF nº. 56.946 Subsecretário de Reg. Contábeis CRC/RJ. 100664/0/5 [1328, 699, 1482, 754]
section-row: LEGISLATIVO [22, 1591, 758, 1604]
col-header: Canc. [625, 1514, 657, 1528]
col-header: RECEITA RESULTANTE DE IMPOSTOS (caput do art. 212 da Constituição) [763, 305, 1130, 332]
table-row: 10-RECEITAS DESTINADAS AO FUNDEB 30.921.614,0 30.921.614,0 24.072.053,6 77,85 [763, 1084, 1497, 1097]
primary-revenue-table [21, 883, 758, 1056]
report-footer: SIGFIS - Versão 2016 Data de Emissão: 23/01/2017 15:24h Anexo 7 do RREO [21, 1729, 758, 1750]
